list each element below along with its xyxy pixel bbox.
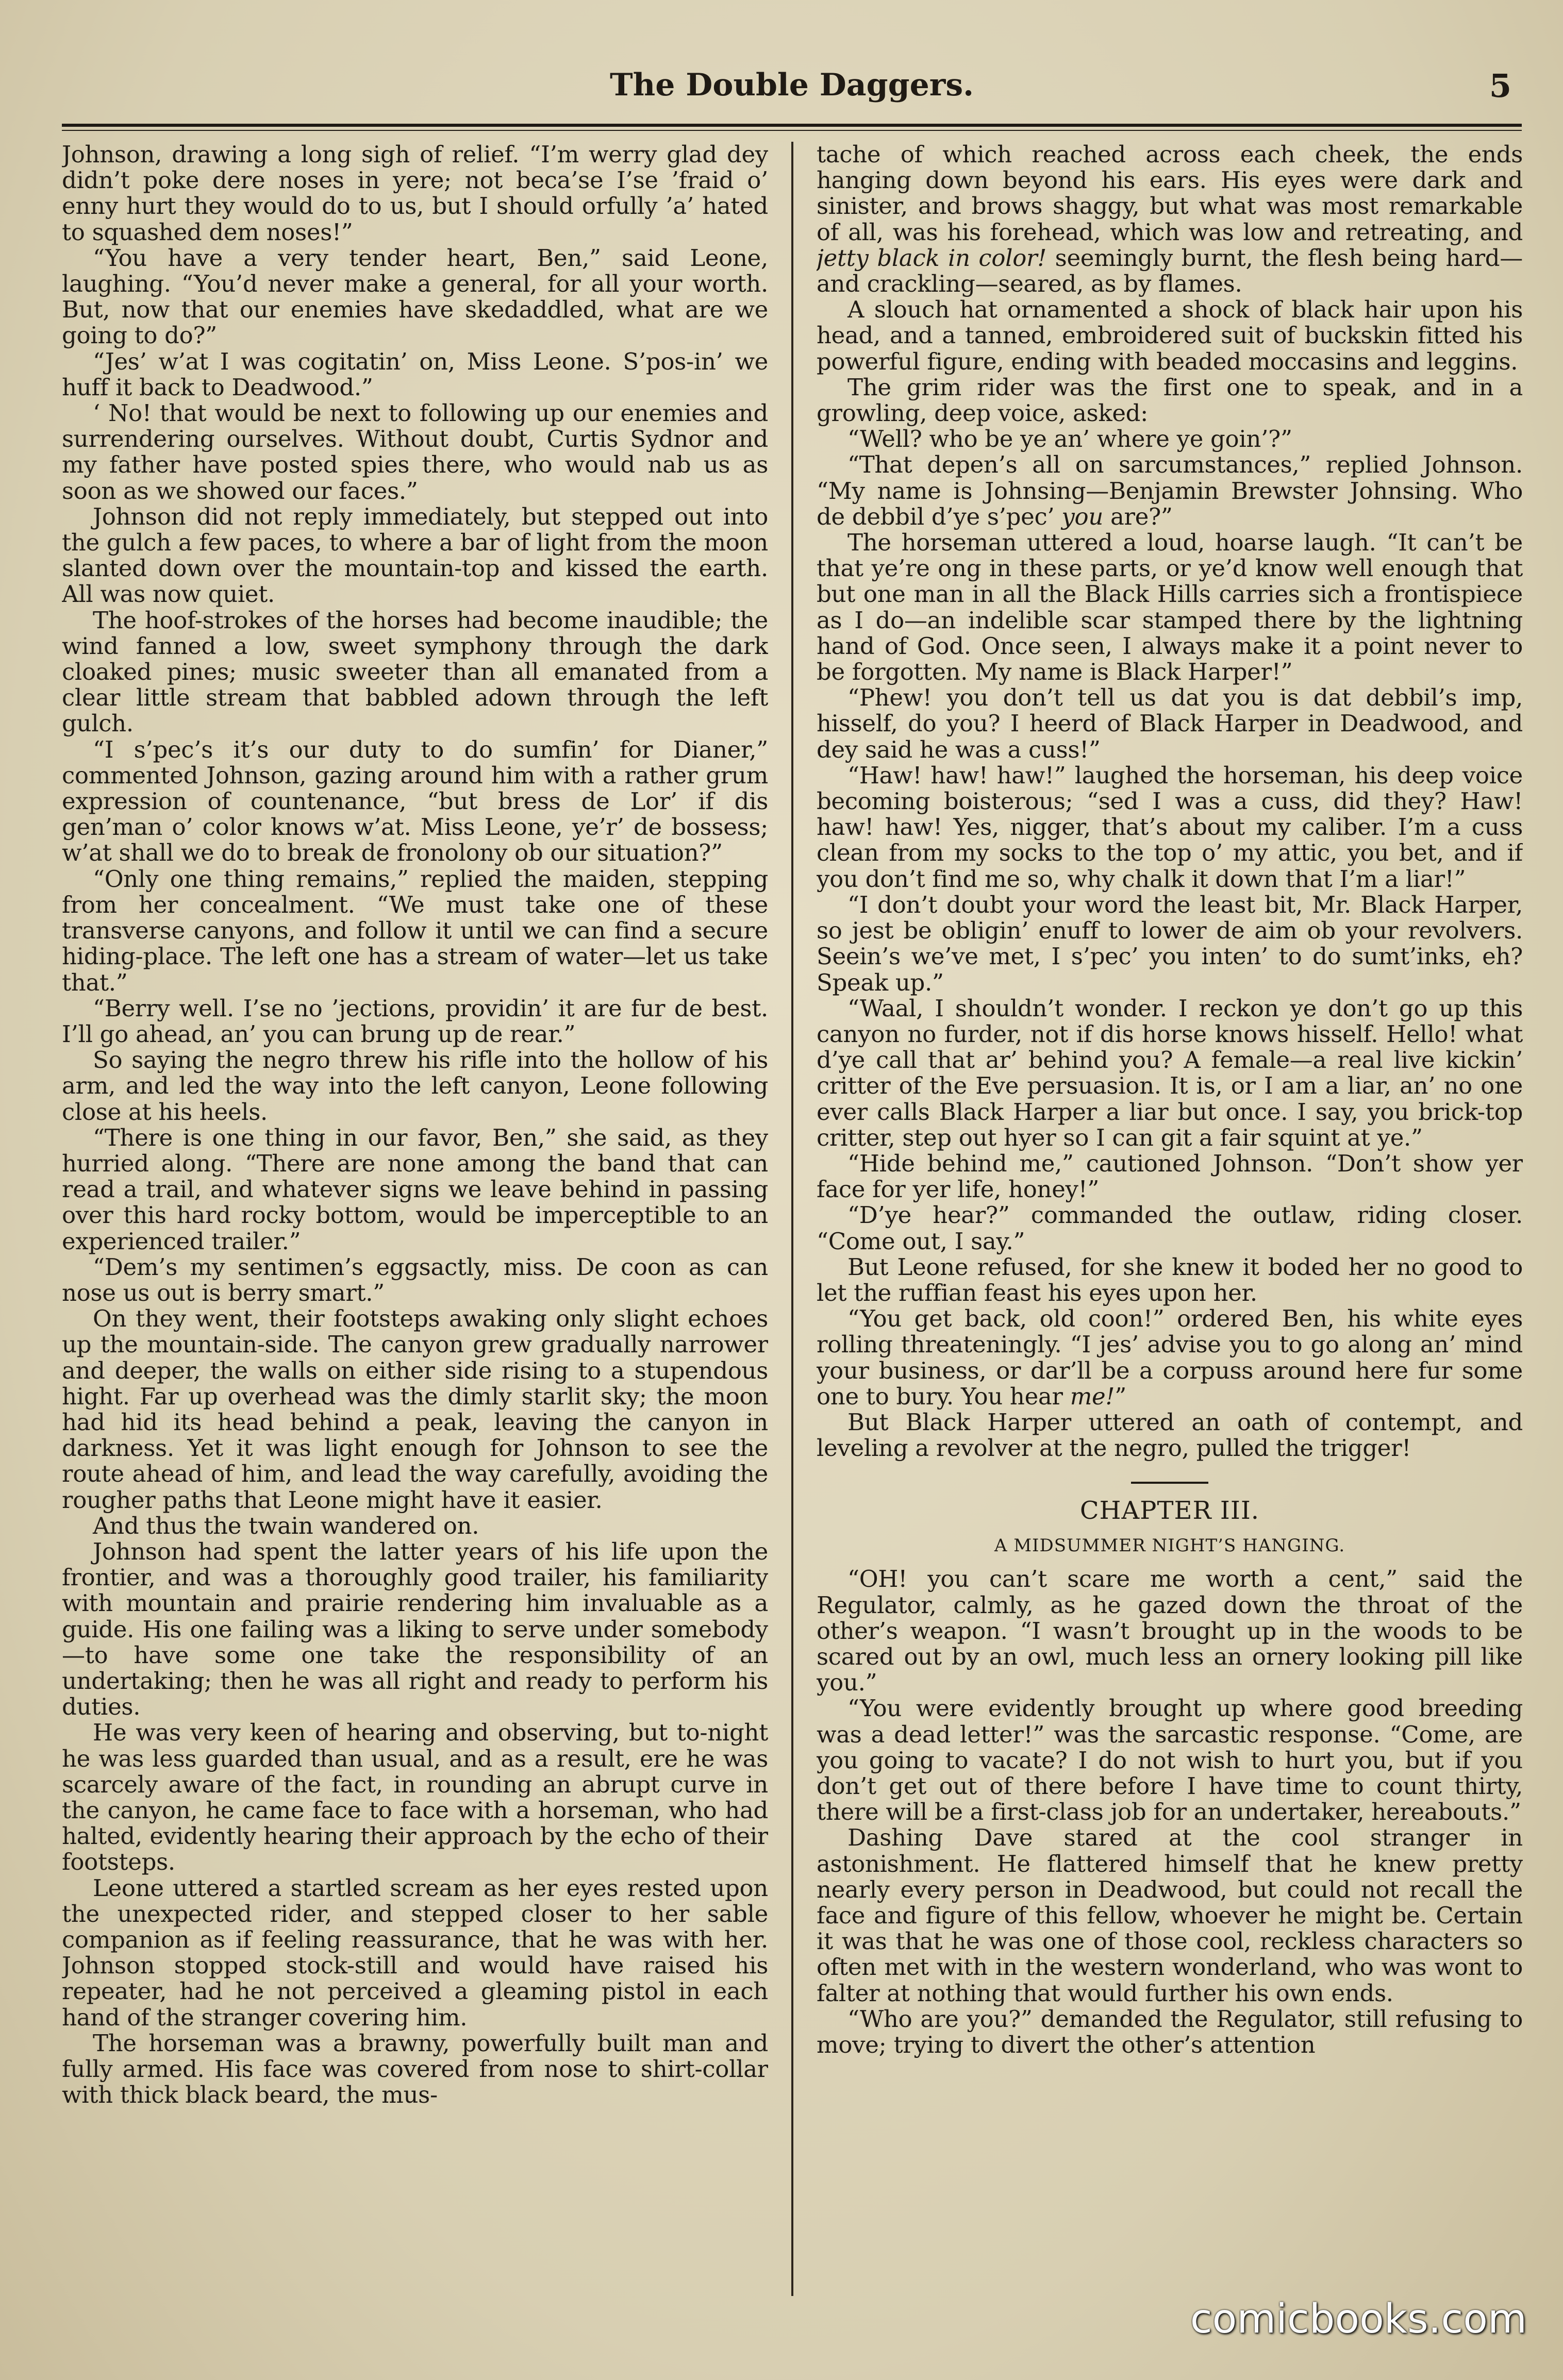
paragraph: “Well? who be ye an’ where ye goin’?”: [847, 425, 1292, 453]
paragraph: And thus the twain wandered on.: [93, 1512, 479, 1539]
left-column: [62, 142, 768, 2296]
chapter-title: CHAPTER III.: [1079, 1496, 1260, 1526]
chapter-subtitle: A MIDSUMMER NIGHT’S HANGING.: [994, 1535, 1345, 1556]
paragraph: So saying the negro threw his rifle into the hollow of his arm, and led the way into the left canyon, Leone following close at his heels.: [62, 1046, 768, 1126]
paragraph: But Leone refused, for she knew it boded her no good to let the ruffian feast his eyes upon her.: [817, 1253, 1523, 1306]
paragraph: “Hide behind me,” cautioned Johnson. “Don’t show yer face for yer life, honey!”: [817, 1149, 1523, 1203]
paragraph: Johnson had spent the latter years of his life upon the frontier, and was a thoroughly good trailer, his familiarity with mountain and prairie rendering him invaluable as a guide. His one failing was a liking to serve under somebody—to have some one take the responsibility of an undertaking; then he was all right and ready to perform his duties.: [62, 1537, 768, 1721]
paragraph: “Waal, I shouldn’t wonder. I reckon ye don’t go up this canyon no furder, not if dis horse knows hisself. Hello! what d’ye call that ar’ behind you? A female—a real live kickin’ critter of the Eve persuasion. It is, or I am a liar, an’ no one ever calls Black Harper a liar but once. I say, you brick-top critter, step out hyer so I can git a fair squint at ye.”: [817, 994, 1523, 1151]
page-header: [62, 62, 1522, 119]
paragraph: “I s’pec’s it’s our duty to do sumfin’ for Dianer,” commented Johnson, gazing around him with a rather grum expression of countenance, “but bress de Lor’ if dis gen’man o’ color knows w’at. Miss Leone, ye’r’ de bossess; w’at shall we do to break de fronolony ob our situation?”: [62, 735, 768, 867]
paragraph: The hoof-strokes of the horses had become inaudible; the wind fanned a low, sweet symphony through the dark cloaked pines; music sweeter than all emanated from a clear little stream that babbled adown through the left gulch.: [62, 606, 768, 738]
paragraph: “You get back, old coon!” ordered Ben, his white eyes rolling threateningly. “I jes’ advise you to go along an’ mind your business, or dar’ll be a corpuss around here fur some one to bury. You hear me!”: [817, 1305, 1523, 1410]
running-title: The Double Daggers.: [609, 67, 974, 103]
paragraph: “You have a very tender heart, Ben,” said Leone, laughing. “You’d never make a general, for all your worth. But, now that our enemies have skedaddled, what are we going to do?”: [62, 244, 768, 349]
right-column-text-before-chapter: [817, 142, 1523, 1461]
right-column: [817, 142, 1523, 2296]
paragraph: “Jes’ w’at I was cogitatin’ on, Miss Leone. S’pos-in’ we huff it back to Deadwood.”: [62, 347, 768, 401]
paragraph: The horseman uttered a loud, hoarse laugh. “It can’t be that ye’re ong in these parts, or ye’d know well enough that but one man in all the Black Hills carries sich a frontispiece as I do—an indelible scar stamped there by the lightning hand of God. Once seen, I always make it a point never to be forgotten. My name is Black Harper!”: [817, 529, 1523, 686]
text-columns: [62, 142, 1523, 2296]
page-number: 5: [1489, 67, 1511, 105]
paragraph: “That depen’s all on sarcumstances,” replied Johnson. “My name is Johnsing—Benjamin Brewster Johnsing. Who de debbil d’ye s’pec’ you are?”: [817, 451, 1523, 530]
paragraph: “Who are you?” demanded the Regulator, still refusing to move; trying to divert the other’s attention: [817, 2005, 1523, 2059]
paragraph: “D’ye hear?” commanded the outlaw, riding closer. “Come out, I say.”: [817, 1201, 1523, 1255]
paragraph: But Black Harper uttered an oath of contempt, and leveling a revolver at the negro, pulled the trigger!: [817, 1408, 1523, 1462]
paragraph: Leone uttered a startled scream as her eyes rested upon the unexpected rider, and stepped closer to her sable companion as if feeling reassurance, that he was with her. Johnson stopped stock-still and would have raised his repeater, had he not perceived a gleaming pistol in each hand of the stranger covering him.: [62, 1874, 768, 2031]
paragraph: “Dem’s my sentimen’s eggsactly, miss. De coon as can nose us out is berry smart.”: [62, 1253, 768, 1306]
paragraph: “Only one thing remains,” replied the maiden, stepping from her concealment. “We must take one of these transverse canyons, and follow it until we can find a secure hiding-place. The left one has a stream of water—let us take that.”: [62, 865, 768, 996]
paragraph: ‘ No! that would be next to following up our enemies and surrendering ourselves. Without doubt, Curtis Sydnor and my father have posted spies there, who would nab us as soon as we showed our faces.”: [62, 399, 768, 505]
paragraph: He was very keen of hearing and observing, but to-night he was less guarded than usual, and as a result, ere he was scarcely aware of the fact, in rounding an abrupt curve in the canyon, he came face to face with a horseman, who had halted, evidently hearing their approach by the echo of their footsteps.: [62, 1719, 768, 1876]
paragraph: “Haw! haw! haw!” laughed the horseman, his deep voice becoming boisterous; “sed I was a cuss, did they? Haw! haw! haw! Yes, nigger, that’s about my caliber. I’m a cuss clean from my socks to the top o’ my attic, you bet, and if you don’t find me so, why chalk it down that I’m a liar!”: [817, 761, 1523, 893]
paragraph: tache of which reached across each cheek, the ends hanging down beyond his ears. His eyes were dark and sinister, and brows shaggy, but what was most remarkable of all, was his forehead, which was low and retreating, and jetty black in color! seemingly burnt, the flesh being hard—and crackling—seared, as by flames.: [817, 142, 1523, 298]
paragraph: The grim rider was the first one to speak, and in a growling, deep voice, asked:: [817, 373, 1523, 427]
column-divider: [791, 142, 793, 2296]
chapter-heading: [817, 1482, 1523, 1561]
paragraph: On they went, their footsteps awaking only slight echoes up the mountain-side. The canyon grew gradually narrower and deeper, the walls on either side rising to a stupendous hight. Far up overhead was the dimly starlit sky; the moon had hid its head behind a peak, leaving the canyon in darkness. Yet it was light enough for Johnson to see the route ahead of him, and lead the way carefully, avoiding the rougher paths that Leone might have it easier.: [62, 1305, 768, 1514]
right-column-text-after-chapter: [817, 1566, 1523, 2058]
paragraph: “I don’t doubt your word the least bit, Mr. Black Harper, so jest be obligin’ enuff to lower de aim ob your revolvers. Seein’s we’ve met, I s’pec’ you inten’ to do sumt’inks, eh? Speak up.”: [817, 891, 1523, 996]
paragraph: “OH! you can’t scare me worth a cent,” said the Regulator, calmly, as he gazed down the throat of the other’s weapon. “I wasn’t brought up in the woods to be scared out by an owl, much less an ornery looking pill like you.”: [817, 1565, 1523, 1697]
paragraph: “Phew! you don’t tell us dat you is dat debbil’s imp, hisself, do you? I heerd of Black Harper in Deadwood, and dey said he was a cuss!”: [817, 684, 1523, 763]
paragraph: “You were evidently brought up where good breeding was a dead letter!” was the sarcastic response. “Come, are you going to vacate? I do not wish to hurt you, but if you don’t get out of there before I have time to count thirty, there will be a first-class job for an undertaker, hereabouts.”: [817, 1695, 1523, 1826]
chapter-rule: [1131, 1482, 1208, 1484]
header-rule: [62, 124, 1522, 131]
paragraph: The horseman was a brawny, powerfully built man and fully armed. His face was covered from nose to shirt-collar with thick black beard, the mus-: [62, 2029, 768, 2109]
paragraph: Dashing Dave stared at the cool stranger in astonishment. He flattered himself that he knew pretty nearly every person in Deadwood, but could not recall the face and figure of this fellow, whoever he might be. Certain it was that he was one of those cool, reckless characters so often met with in the western wonderland, who was wont to falter at nothing that would further his own ends.: [817, 1824, 1523, 2007]
paragraph: Johnson, drawing a long sigh of relief. “I’m werry glad dey didn’t poke dere noses in yere; not beca’se I’se ’fraid o’ enny hurt they would do to us, but I should orfully ’a’ hated to squashed dem noses!”: [62, 142, 768, 246]
paragraph: Johnson did not reply immediately, but stepped out into the gulch a few paces, to where a bar of light from the moon slanted down over the mountain-top and kissed the earth. All was now quiet.: [62, 502, 768, 608]
watermark-text: comicbooks.com: [1190, 2296, 1527, 2342]
paragraph: A slouch hat ornamented a shock of black hair upon his head, and a tanned, embroidered suit of buckskin fitted his powerful figure, ending with beaded moccasins and leggins.: [817, 296, 1523, 375]
paragraph: “Berry well. I’se no ’jections, providin’ it are fur de best. I’ll go ahead, an’ you can brung up de rear.”: [62, 994, 768, 1048]
paragraph: “There is one thing in our favor, Ben,” she said, as they hurried along. “There are none among the band that can read a trail, and whatever signs we leave behind in passing over this hard rocky bottom, would be imperceptible to an experienced trailer.”: [62, 1124, 768, 1255]
